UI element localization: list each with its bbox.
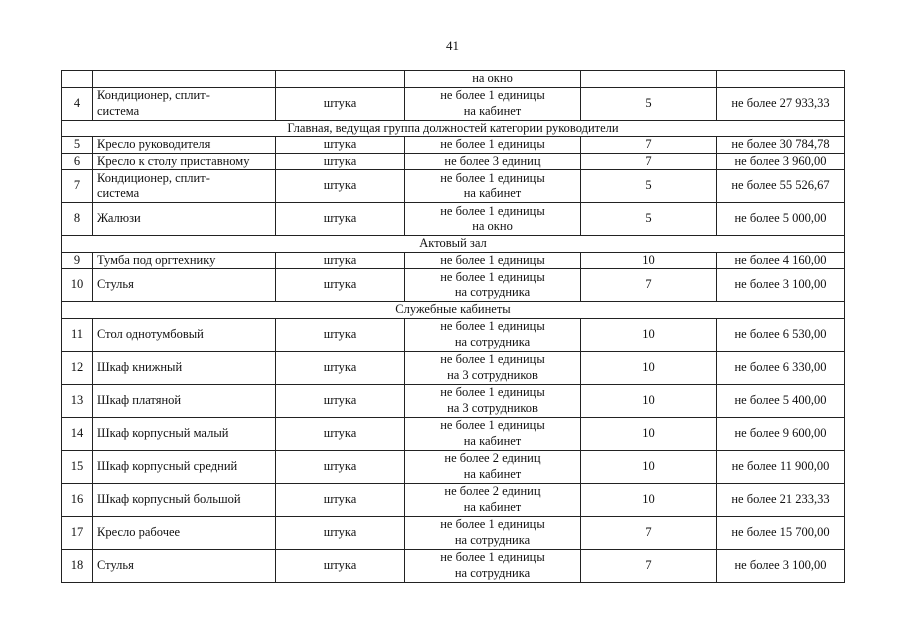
item-unit: штука bbox=[276, 170, 405, 203]
item-unit: штука bbox=[276, 450, 405, 483]
item-norm: не более 1 единицы на сотрудника bbox=[405, 269, 581, 302]
item-unit: штука bbox=[276, 384, 405, 417]
item-price: не более 5 400,00 bbox=[717, 384, 845, 417]
table-row bbox=[62, 137, 845, 154]
item-norm: не более 2 единиц на кабинет bbox=[405, 450, 581, 483]
item-term: 5 bbox=[581, 203, 717, 236]
item-term: 10 bbox=[581, 252, 717, 269]
item-unit: штука bbox=[276, 252, 405, 269]
item-name: Шкаф платяной bbox=[93, 384, 276, 417]
item-unit: штука bbox=[276, 549, 405, 582]
row-number: 10 bbox=[62, 269, 93, 302]
item-norm: не более 1 единицы bbox=[405, 137, 581, 154]
item-name: Стулья bbox=[93, 549, 276, 582]
item-norm: не более 1 единицы на окно bbox=[405, 203, 581, 236]
item-price: не более 30 784,78 bbox=[717, 137, 845, 154]
table-row bbox=[62, 549, 845, 582]
row-number: 18 bbox=[62, 549, 93, 582]
item-norm: не более 1 единицы на кабинет bbox=[405, 87, 581, 120]
item-unit: штука bbox=[276, 351, 405, 384]
item-norm: не более 1 единицы на сотрудника bbox=[405, 318, 581, 351]
item-term: 10 bbox=[581, 417, 717, 450]
table-row bbox=[62, 417, 845, 450]
item-name: Кресло руководителя bbox=[93, 137, 276, 154]
item-price: не более 9 600,00 bbox=[717, 417, 845, 450]
table-row bbox=[62, 71, 845, 88]
section-row bbox=[62, 120, 845, 137]
table-row bbox=[62, 318, 845, 351]
item-norm: не более 1 единицы на кабинет bbox=[405, 417, 581, 450]
item-term: 10 bbox=[581, 483, 717, 516]
item-norm: не более 1 единицы на сотрудника bbox=[405, 516, 581, 549]
row-number: 16 bbox=[62, 483, 93, 516]
row-number: 13 bbox=[62, 384, 93, 417]
table-row bbox=[62, 269, 845, 302]
furniture-norms-table bbox=[61, 70, 845, 583]
row-number: 7 bbox=[62, 170, 93, 203]
item-price: не более 15 700,00 bbox=[717, 516, 845, 549]
section-title: Актовый зал bbox=[62, 236, 845, 253]
row-number: 11 bbox=[62, 318, 93, 351]
item-term: 10 bbox=[581, 450, 717, 483]
item-norm: не более 3 единиц bbox=[405, 153, 581, 170]
item-term: 7 bbox=[581, 269, 717, 302]
item-name: Кресло к столу приставному bbox=[93, 153, 276, 170]
item-unit bbox=[276, 71, 405, 88]
item-term: 7 bbox=[581, 153, 717, 170]
page-number: 41 bbox=[446, 38, 459, 53]
item-term: 7 bbox=[581, 516, 717, 549]
item-norm: не более 1 единицы на кабинет bbox=[405, 170, 581, 203]
section-row bbox=[62, 236, 845, 253]
item-name: Стол однотумбовый bbox=[93, 318, 276, 351]
item-name: Тумба под оргтехнику bbox=[93, 252, 276, 269]
table-row bbox=[62, 87, 845, 120]
section-title: Главная, ведущая группа должностей категории руководители bbox=[62, 120, 845, 137]
item-unit: штука bbox=[276, 203, 405, 236]
item-name: Кондиционер, сплит- система bbox=[93, 87, 276, 120]
item-name: Жалюзи bbox=[93, 203, 276, 236]
item-name: Шкаф корпусный средний bbox=[93, 450, 276, 483]
item-price: не более 3 100,00 bbox=[717, 549, 845, 582]
item-term bbox=[581, 71, 717, 88]
item-price: не более 3 100,00 bbox=[717, 269, 845, 302]
item-unit: штука bbox=[276, 516, 405, 549]
table-row bbox=[62, 170, 845, 203]
item-price: не более 5 000,00 bbox=[717, 203, 845, 236]
row-number: 12 bbox=[62, 351, 93, 384]
item-name: Стулья bbox=[93, 269, 276, 302]
table-row bbox=[62, 153, 845, 170]
item-norm: не более 1 единицы bbox=[405, 252, 581, 269]
item-norm: не более 1 единицы на 3 сотрудников bbox=[405, 351, 581, 384]
item-unit: штука bbox=[276, 417, 405, 450]
item-price: не более 6 330,00 bbox=[717, 351, 845, 384]
item-name: Шкаф книжный bbox=[93, 351, 276, 384]
item-price: не более 21 233,33 bbox=[717, 483, 845, 516]
item-norm: не более 2 единиц на кабинет bbox=[405, 483, 581, 516]
item-term: 5 bbox=[581, 87, 717, 120]
row-number: 14 bbox=[62, 417, 93, 450]
item-price: не более 4 160,00 bbox=[717, 252, 845, 269]
item-term: 10 bbox=[581, 351, 717, 384]
row-number: 9 bbox=[62, 252, 93, 269]
table-row bbox=[62, 252, 845, 269]
item-price: не более 27 933,33 bbox=[717, 87, 845, 120]
item-name: Кресло рабочее bbox=[93, 516, 276, 549]
item-term: 5 bbox=[581, 170, 717, 203]
item-price: не более 3 960,00 bbox=[717, 153, 845, 170]
row-number: 4 bbox=[62, 87, 93, 120]
row-number: 15 bbox=[62, 450, 93, 483]
row-number bbox=[62, 71, 93, 88]
section-row bbox=[62, 302, 845, 319]
table-row bbox=[62, 203, 845, 236]
item-price: не более 11 900,00 bbox=[717, 450, 845, 483]
row-number: 5 bbox=[62, 137, 93, 154]
item-norm: не более 1 единицы на сотрудника bbox=[405, 549, 581, 582]
item-name: Шкаф корпусный большой bbox=[93, 483, 276, 516]
item-name bbox=[93, 71, 276, 88]
table-row bbox=[62, 450, 845, 483]
row-number: 17 bbox=[62, 516, 93, 549]
item-unit: штука bbox=[276, 483, 405, 516]
item-term: 7 bbox=[581, 137, 717, 154]
item-unit: штука bbox=[276, 137, 405, 154]
table-row bbox=[62, 351, 845, 384]
item-term: 10 bbox=[581, 384, 717, 417]
item-norm: на окно bbox=[405, 71, 581, 88]
item-price bbox=[717, 71, 845, 88]
item-price: не более 55 526,67 bbox=[717, 170, 845, 203]
item-unit: штука bbox=[276, 318, 405, 351]
item-name: Кондиционер, сплит- система bbox=[93, 170, 276, 203]
section-title: Служебные кабинеты bbox=[62, 302, 845, 319]
item-term: 7 bbox=[581, 549, 717, 582]
table-row bbox=[62, 516, 845, 549]
table-row bbox=[62, 483, 845, 516]
item-unit: штука bbox=[276, 87, 405, 120]
item-name: Шкаф корпусный малый bbox=[93, 417, 276, 450]
item-term: 10 bbox=[581, 318, 717, 351]
item-norm: не более 1 единицы на 3 сотрудников bbox=[405, 384, 581, 417]
item-price: не более 6 530,00 bbox=[717, 318, 845, 351]
row-number: 8 bbox=[62, 203, 93, 236]
item-unit: штука bbox=[276, 269, 405, 302]
table-row bbox=[62, 384, 845, 417]
row-number: 6 bbox=[62, 153, 93, 170]
item-unit: штука bbox=[276, 153, 405, 170]
